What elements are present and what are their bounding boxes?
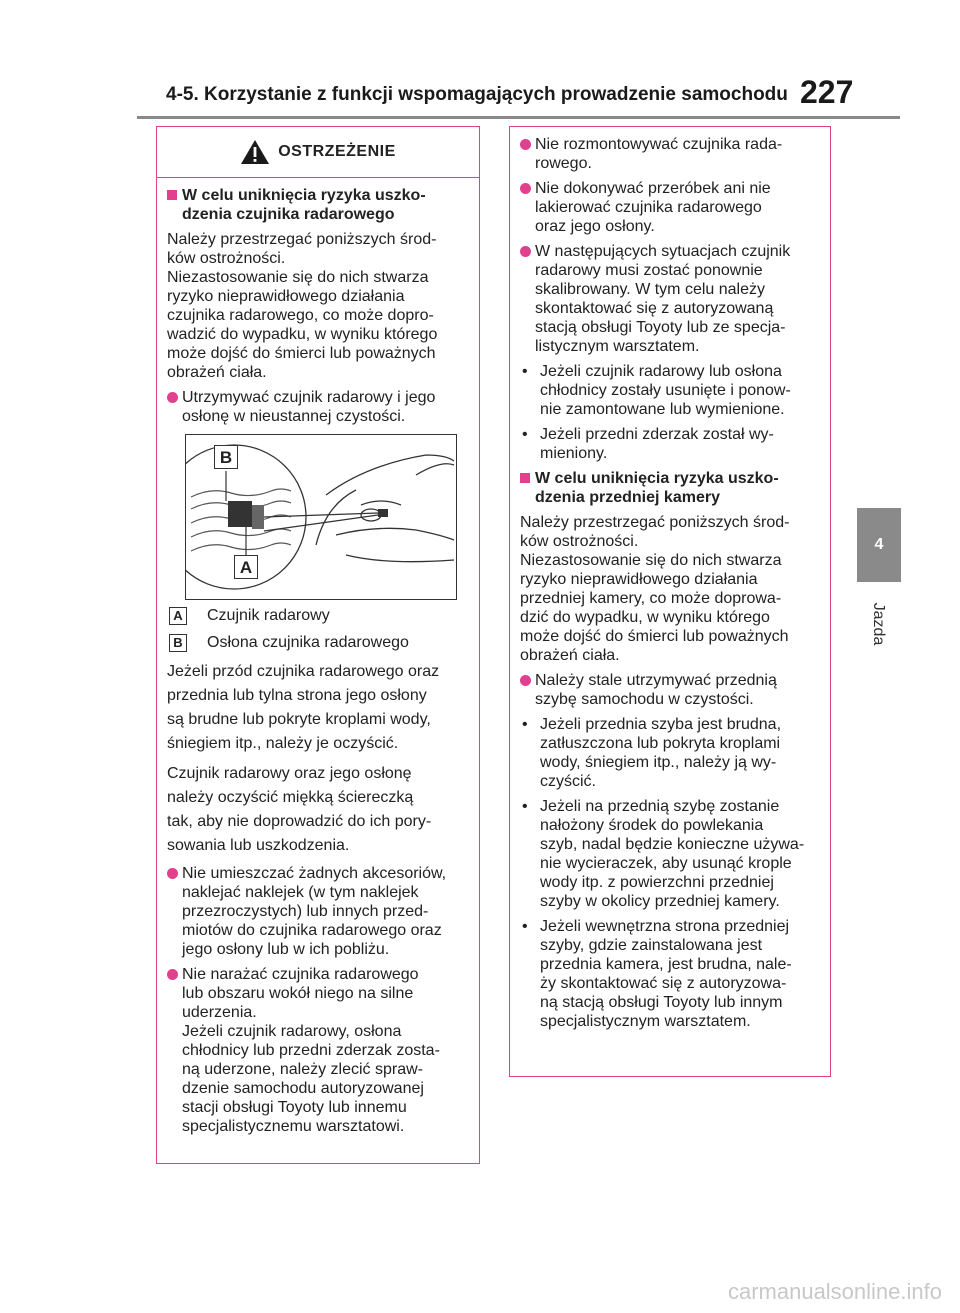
figure-label-b: B — [214, 445, 238, 469]
dash-item: • Jeżeli czujnik radarowy lub osłona chłodnicy zostały usunięte i ponow- nie zamontowane lub wymienione. — [522, 363, 791, 418]
bullet-item: Nie rozmontowywać czujnika rada- rowego. — [520, 135, 824, 173]
chapter-tab[interactable]: 4 — [857, 508, 901, 582]
subheading-radar: W celu uniknięcia ryzyka uszko- dzenia czujnika radarowego — [167, 186, 473, 224]
bullet-item: Nie dokonywać przeróbek ani nie lakierować czujnika radarowego oraz jego osłony. — [520, 179, 824, 236]
watermark: carmanualsonline.info — [727, 1279, 942, 1304]
circle-bullet-icon — [520, 139, 531, 150]
circle-bullet-icon — [520, 246, 531, 257]
warning-box-left — [156, 126, 480, 1164]
circle-bullet-icon — [167, 969, 178, 980]
paragraph: Jeżeli przód czujnika radarowego oraz przednia lub tylna strona jego osłony są brudne lub pokryte kroplami wody, śniegiem itp., należy je oczyścić. — [167, 663, 440, 752]
page-number: 227 — [800, 74, 854, 110]
bullet-item: Należy stale utrzymywać przednią szybę samochodu w czystości. — [520, 671, 824, 709]
dash-item: • Jeżeli przedni zderzak został wy- mieniony. — [522, 426, 774, 462]
dash-item: • Jeżeli na przednią szybę zostanie nałożony środek do powlekania szyb, nadal będzie konieczne używa- nie wycieraczek, aby usunąć krople wody itp. z powierzchni przedniej szyby w okolicy przedniej kamery. — [522, 798, 805, 910]
legend-key-b: B — [169, 634, 187, 652]
square-bullet-icon — [520, 473, 530, 483]
warning-triangle-icon — [240, 139, 270, 165]
subheading-camera: W celu uniknięcia ryzyka uszko- dzenia przedniej kamery — [520, 469, 824, 507]
legend-item-a: A Czujnik radarowy — [169, 606, 473, 625]
dash-item: • Jeżeli przednia szyba jest brudna, zatłuszczona lub pokryta kroplami wody, śniegiem itp., należy ją wy- czyścić. — [522, 716, 782, 790]
bullet-item: W następujących sytuacjach czujnik radarowy musi zostać ponownie skalibrowany. W tym celu należy skontaktować się z autoryzowaną stacją obsługi Toyoty lub ze specja- listycznym warsztatem. — [520, 242, 824, 356]
circle-bullet-icon — [167, 868, 178, 879]
header-rule — [137, 116, 900, 119]
legend-item-b: B Osłona czujnika radarowego — [169, 633, 473, 652]
bullet-item: Nie narażać czujnika radarowego lub obszaru wokół niego na silne uderzenia. Jeżeli czujnik radarowy, osłona chłodnicy lub przedni zderzak zosta- ną uderzone, należy zlecić spraw- dzenie samochodu autoryzowanej stacji obsługi Toyoty lub innemu specjalistycznemu warsztatowi. — [167, 965, 473, 1136]
paragraph: Należy przestrzegać poniższych środ- ków ostrożności. Niezastosowanie się do nich stwarza ryzyko nieprawidłowego działania przedniej kamery, co może doprowa- dzić do wypadku, w wyniku którego może dojść do śmierci lub poważnych obrażeń ciała. — [520, 514, 790, 664]
dash-item: • Jeżeli wewnętrzna strona przedniej szyby, gdzie zainstalowana jest przednia kamera, jest brudna, nale- ży skontaktować się z autoryzowa- ną stacją obsługi Toyoty lub innym specjalistycznym warsztatem. — [522, 918, 792, 1030]
legend-key-a: A — [169, 607, 187, 625]
chapter-label: Jazda — [870, 602, 887, 646]
circle-bullet-icon — [520, 675, 531, 686]
warning-box-right — [509, 126, 831, 1077]
bullet-item: Nie umieszczać żadnych akcesoriów, naklejać naklejek (w tym naklejek przezroczystych) lub innych przed- miotów do czujnika radarowego oraz jego osłony lub w ich pobliżu. — [167, 864, 473, 959]
circle-bullet-icon — [520, 183, 531, 194]
paragraph: Czujnik radarowy oraz jego osłonę należy oczyścić miękką ściereczką tak, aby nie doprowadzić do ich pory- sowania lub uszkodzenia. — [167, 765, 432, 854]
paragraph: Należy przestrzegać poniższych środ- ków ostrożności. Niezastosowanie się do nich stwarza ryzyko nieprawidłowego działania czujnika radarowego, co może dopro- wadzić do wypadku, w wyniku którego może dojść do śmierci lub poważnych obrażeń ciała. — [167, 231, 438, 381]
circle-bullet-icon — [167, 392, 178, 403]
warning-title: OSTRZEŻENIE — [278, 143, 396, 160]
bullet-item: Utrzymywać czujnik radarowy i jego osłonę w nieustannej czystości. — [167, 388, 473, 426]
square-bullet-icon — [167, 190, 177, 200]
warning-header — [157, 127, 479, 178]
page-header-title: 4-5. Korzystanie z funkcji wspomagających prowadzenie samochodu — [166, 84, 788, 105]
figure-label-a: A — [234, 555, 258, 579]
radar-sensor-figure — [185, 434, 457, 600]
